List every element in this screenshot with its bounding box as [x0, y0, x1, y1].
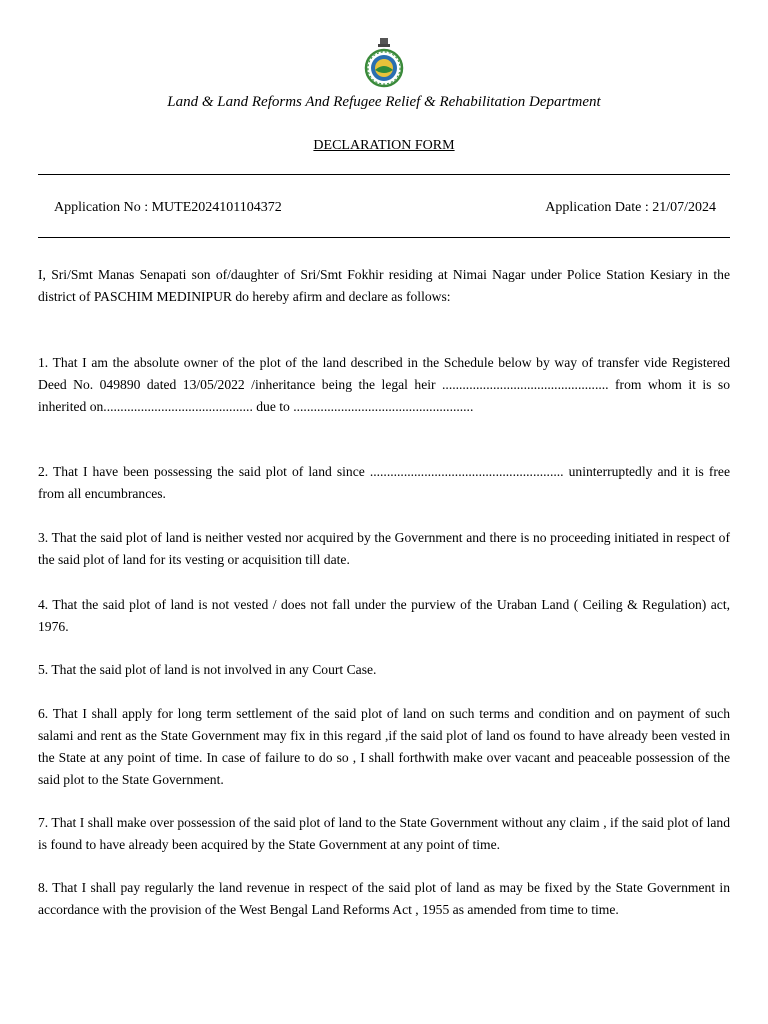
- declaration-intro: I, Sri/Smt Manas Senapati son of/daughter of Sri/Smt Fokhir residing at Nimai Nagar under Police Station Kesiary in the district of PASCHIM MEDINIPUR do hereby afirm and declare as follows:: [38, 267, 730, 304]
- clause-1: 1. That I am the absolute owner of the plot of the land described in the Schedule below by way of transfer vide Registered Deed No. 049890 dated 13/05/2022 /inheritance being the legal heir ................................................. from whom it is so inherited on............................................ due to .....................................................: [38, 355, 730, 414]
- divider-top: [38, 174, 730, 175]
- clause-5: 5. That the said plot of land is not involved in any Court Case.: [38, 662, 377, 677]
- form-title-text: DECLARATION FORM: [313, 138, 455, 153]
- department-name: Land & Land Reforms And Refugee Relief & Rehabilitation Department: [167, 94, 601, 110]
- application-date: Application Date : 21/07/2024: [545, 200, 716, 215]
- clause-6: 6. That I shall apply for long term settlement of the said plot of land on such terms and condition and on payment of such salami and rent as the State Government may fix in this regard ,if the said plot of land os found to have already been vested in the State at any point of time. In case of failure to do so , I shall forthwith make over vacant and peaceable possession of the said plot to the State Government.: [38, 706, 730, 787]
- form-title: [0, 138, 768, 154]
- clause-7: 7. That I shall make over possession of the said plot of land to the State Government without any claim , if the said plot of land is found to have already been acquired by the State Government at any point of time.: [38, 815, 730, 852]
- divider-bottom: [38, 237, 730, 238]
- application-number: Application No : MUTE2024101104372: [54, 200, 282, 215]
- clause-4: 4. That the said plot of land is not vested / does not fall under the purview of the Uraban Land ( Ceiling & Regulation) act, 1976.: [38, 597, 730, 634]
- government-emblem-icon: [358, 36, 410, 88]
- clause-8: 8. That I shall pay regularly the land revenue in respect of the said plot of land as may be fixed by the State Government in accordance with the provision of the West Bengal Land Reforms Act , 1955 as amended from time to time.: [38, 880, 730, 917]
- clause-2: 2. That I have been possessing the said plot of land since ......................................................... uninterruptedly and it is free from all encumbrances.: [38, 464, 730, 501]
- clause-3: 3. That the said plot of land is neither vested nor acquired by the Government and there is no proceeding initiated in respect of the said plot of land for its vesting or acquisition till date.: [38, 530, 730, 567]
